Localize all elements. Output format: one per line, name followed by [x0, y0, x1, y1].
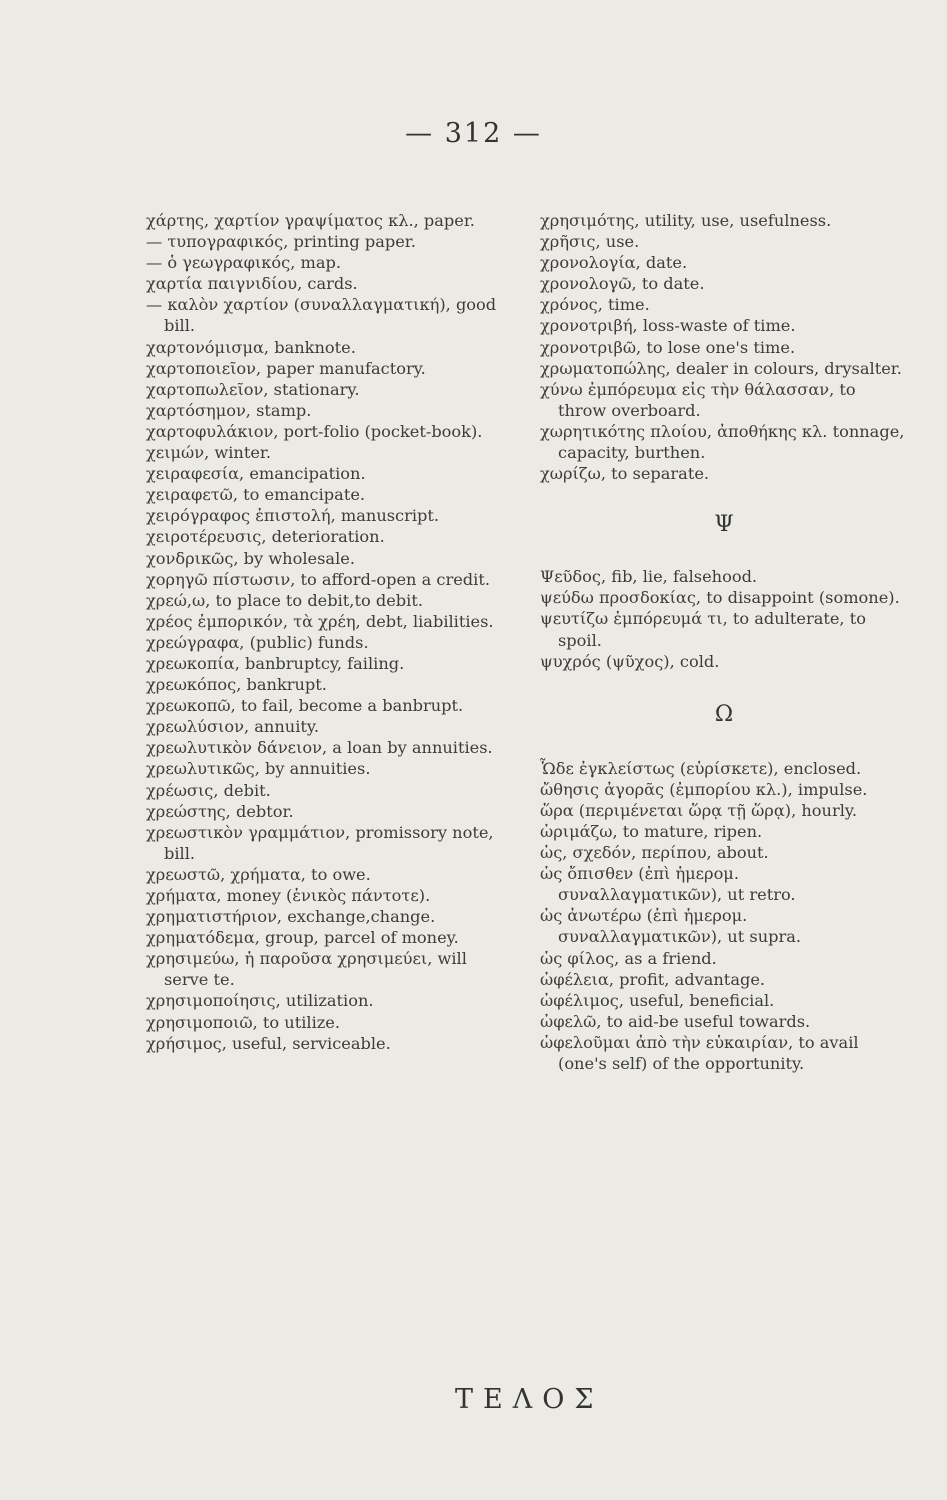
dictionary-entry: χωρίζω, to separate. — [540, 464, 710, 484]
dictionary-entry: ὡριμάζω, to mature, ripen. — [540, 821, 763, 841]
dictionary-entry: χρεώγραφα, (public) funds. — [146, 632, 369, 652]
dictionary-entry: χειροτέρευσις, deterioration. — [146, 527, 385, 547]
dictionary-entry: χρέωσις, debit. — [146, 780, 271, 800]
chi-entries — [540, 210, 908, 484]
dictionary-entry: χρονολογῶ, to date. — [540, 274, 705, 294]
dictionary-entry: χρεωστῶ, χρήματα, to owe. — [146, 864, 371, 884]
dictionary-entry: ὥρα (περιμένεται ὥρᾳ τῇ ὥρᾳ), hourly. — [540, 800, 858, 820]
dictionary-entry: χρησιμεύω, ἡ παροῦσα χρησιμεύει, will serve te. — [146, 949, 467, 990]
dictionary-entry: χρονοτριβή, loss-waste of time. — [540, 316, 796, 336]
dictionary-entry: χαρτοπωλεῖον, stationary. — [146, 379, 360, 399]
section-heading-omega: Ω — [714, 701, 734, 727]
dictionary-entry: χρηματόδεμα, group, parcel of money. — [146, 928, 459, 948]
dictionary-entry: Ψεῦδος, fib, lie, falsehood. — [540, 567, 758, 587]
dictionary-entry: χαρτοποιεῖον, paper manufactory. — [146, 358, 426, 378]
dictionary-entry: χαρτία παιγνιδίου, cards. — [146, 274, 358, 294]
dictionary-entry: χρονολογία, date. — [540, 253, 688, 273]
dictionary-entry: χειραφεσία, emancipation. — [146, 464, 366, 484]
dictionary-entry: ὤθησις ἀγορᾶς (ἐμπορίου κλ.), impulse. — [540, 779, 868, 799]
right-column — [540, 210, 908, 1074]
dictionary-entry: χρονοτριβῶ, to lose one's time. — [540, 337, 796, 357]
dictionary-entry: ὠφέλεια, profit, advantage. — [540, 969, 766, 989]
dictionary-entry: ψευτίζω ἐμπόρευμά τι, to adulterate, to spoil. — [540, 609, 866, 650]
dictionary-entry: ὠφελοῦμαι ἀπὸ τὴν εὐκαιρίαν, to avail (one's self) of the opportunity. — [540, 1032, 859, 1073]
dictionary-entry: Ὧδε ἐγκλείστως (εὑρίσκετε), enclosed. — [540, 758, 862, 778]
dictionary-entry: χρηματιστήριον, exchange,change. — [146, 907, 436, 927]
dictionary-entry: χειμών, winter. — [146, 443, 272, 463]
dictionary-entry: χορηγῶ πίστωσιν, to afford-open a credit. — [146, 569, 491, 589]
dictionary-entry: ὡς φίλος, as a friend. — [540, 948, 717, 968]
dictionary-entry: χειρόγραφος ἐπιστολή, manuscript. — [146, 506, 440, 526]
dictionary-entry: — ὁ γεωγραφικός, map. — [146, 253, 342, 273]
dictionary-entry: ὡς ἀνωτέρω (ἐπὶ ἡμερομ. συναλλαγματικῶν), ut supra. — [540, 906, 802, 947]
end-marker: ΤΕΛΟΣ — [455, 1384, 604, 1415]
dictionary-entry: χαρτονόμισμα, banknote. — [146, 337, 356, 357]
dictionary-entry: χρήματα, money (ἑνικὸς πάντοτε). — [146, 886, 431, 905]
dictionary-entry: χρεωκοπία, banbruptcy, failing. — [146, 653, 405, 673]
dictionary-entry: ψεύδω προσδοκίας, to disappoint (somone). — [540, 588, 900, 608]
section-heading-psi: Ψ — [714, 512, 734, 538]
dictionary-entry: χρωματοπώλης, dealer in colours, drysalter. — [540, 358, 902, 378]
dictionary-entry: χρησιμότης, utility, use, usefulness. — [540, 211, 832, 230]
psi-entries — [540, 566, 908, 671]
dictionary-entry: χρεωστικὸν γραμμάτιον, promissory note, bill. — [146, 822, 494, 863]
dictionary-entry: χρεώ,ω, to place to debit,to debit. — [146, 590, 423, 610]
dictionary-entry: χρῆσις, use. — [540, 232, 640, 252]
dictionary-entry: χρεωλυτικὸν δάνειον, a loan by annuities. — [146, 738, 493, 758]
dictionary-entry: ὡς, σχεδόν, περίπου, about. — [540, 843, 769, 863]
dictionary-entry: χαρτοφυλάκιον, port-folio (pocket-book). — [146, 421, 483, 441]
dictionary-entry: ψυχρός (ψῦχος), cold. — [540, 651, 720, 671]
left-column — [146, 210, 511, 1054]
dictionary-entry: χωρητικότης πλοίου, ἀποθήκης κλ. tonnage, capacity, burthen. — [540, 421, 905, 463]
dictionary-entry: χρεώστης, debtor. — [146, 801, 294, 821]
dictionary-entry: χρεωκόπος, bankrupt. — [146, 675, 327, 695]
dictionary-entry: — τυπογραφικός, printing paper. — [146, 232, 416, 252]
dictionary-entry: χειραφετῶ, to emancipate. — [146, 485, 366, 505]
dictionary-entry: χρεωλυτικῶς, by annuities. — [146, 759, 371, 779]
dictionary-entry: χρεωκοπῶ, to fail, become a banbrupt. — [146, 696, 464, 716]
dictionary-entry: ὠφέλιμος, useful, beneficial. — [540, 990, 775, 1010]
dictionary-entry: χρησιμοποίησις, utilization. — [146, 991, 374, 1011]
omega-entries — [540, 758, 908, 1074]
dictionary-entry: ὠφελῶ, to aid-be useful towards. — [540, 1011, 811, 1031]
dictionary-entry: χρόνος, time. — [540, 295, 650, 315]
dictionary-entry: χρησιμοποιῶ, to utilize. — [146, 1012, 341, 1032]
page-number: — 312 — — [405, 118, 542, 149]
dictionary-entry: χονδρικῶς, by wholesale. — [146, 548, 355, 568]
dictionary-entry: — καλὸν χαρτίον (συναλλαγματική), good bill. — [146, 295, 497, 336]
dictionary-entry: χάρτης, χαρτίον γραψίματος κλ., paper. — [146, 211, 475, 230]
dictionary-entry: ὡς ὄπισθεν (ἐπὶ ἡμερομ. συναλλαγματικῶν), ut retro. — [540, 864, 796, 905]
dictionary-entry: χρέος ἐμπορικόν, τὰ χρέη, debt, liabilities. — [146, 611, 494, 631]
dictionary-entry: χρήσιμος, useful, serviceable. — [146, 1033, 391, 1053]
dictionary-entry: χαρτόσημον, stamp. — [146, 400, 312, 420]
dictionary-entry: χύνω ἐμπόρευμα εἰς τὴν θάλασσαν, to throw overboard. — [540, 379, 856, 420]
dictionary-entry: χρεωλύσιον, annuity. — [146, 717, 320, 737]
